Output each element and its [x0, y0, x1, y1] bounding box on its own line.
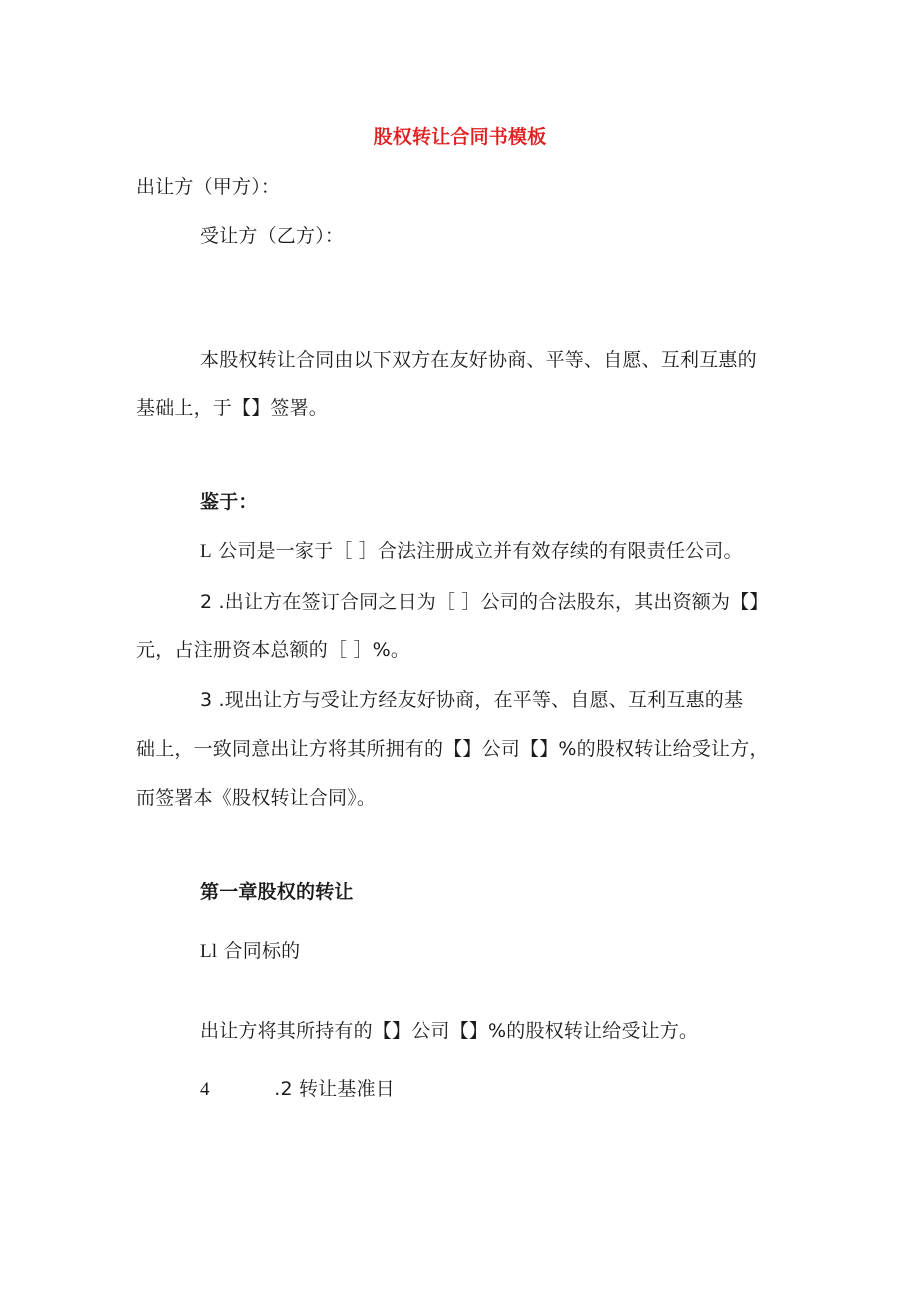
section-1-1-heading — [200, 939, 300, 964]
intro-line-2: 基础上，于【】签署。 — [136, 397, 329, 419]
clause-2-line-2: 元，占注册资本总额的［ ］%。 — [136, 639, 411, 661]
clause-1-text: 公司是一家于［ ］合法注册成立并有效存续的有限责任公司。 — [218, 540, 743, 562]
chapter-1-heading: 第一章股权的转让 — [200, 881, 354, 903]
section-1-1-number: Ll — [200, 941, 218, 962]
clause-2-line-1: 2 .出让方在签订合同之日为［ ］公司的合法股东，其出资额为【】 — [200, 591, 769, 613]
section-1-2-heading — [200, 1077, 395, 1102]
intro-line-1: 本股权转让合同由以下双方在友好协商、平等、自愿、互利互惠的 — [200, 349, 757, 371]
party-b-label: 受让方（乙方）： — [200, 225, 345, 247]
section-1-1-body: 出让方将其所持有的【】公司【】%的股权转让给受让方。 — [200, 1020, 699, 1042]
clause-3-line-2: 础上，一致同意出让方将其所拥有的【】公司【】%的股权转让给受让方， — [136, 738, 769, 760]
section-1-2-number: 4 — [200, 1079, 210, 1100]
section-1-1-title: 合同标的 — [223, 940, 301, 962]
document-title: 股权转让合同书模板 — [373, 126, 547, 148]
clause-1 — [200, 539, 743, 564]
clause-1-number: L — [200, 541, 212, 562]
whereas-heading: 鉴于： — [200, 491, 258, 513]
clause-3-line-3: 而签署本《股权转让合同》。 — [136, 787, 377, 809]
section-1-2-title: .2 转让基准日 — [274, 1078, 395, 1100]
party-a-label: 出让方（甲方）： — [136, 176, 281, 198]
clause-3-line-1: 3 .现出让方与受让方经友好协商，在平等、自愿、互利互惠的基 — [200, 689, 744, 711]
